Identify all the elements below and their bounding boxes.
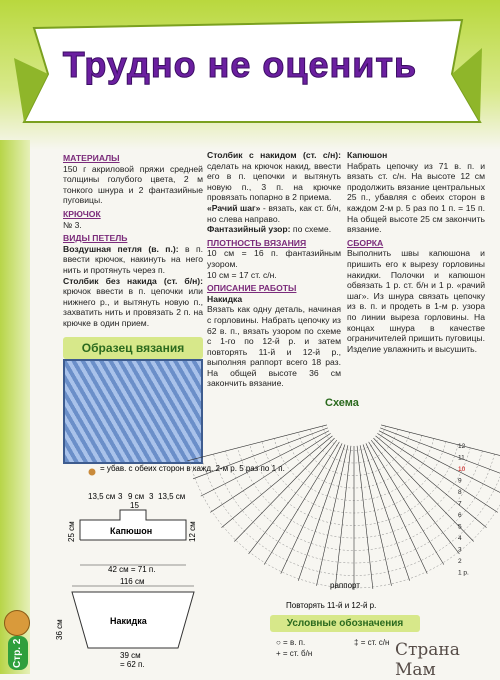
crab-term: «Рачий шаг» [207, 202, 261, 213]
sc-term: Столбик без накида (ст. б/н): [63, 275, 203, 286]
schema-row-label: 3 [458, 546, 462, 554]
hood-label: Капюшон [110, 526, 153, 536]
schema-stitch-column [377, 433, 497, 512]
work-heading: ОПИСАНИЕ РАБОТЫ [207, 283, 297, 294]
schema-stitch-column [281, 443, 342, 573]
dim-9: 9 см [128, 492, 145, 501]
density-heading: ПЛОТНОСТЬ ВЯЗАНИЯ [207, 237, 307, 248]
loops-heading: ВИДЫ ПЕТЕЛЬ [63, 233, 128, 244]
schema-row-arc [201, 454, 500, 575]
cape-label: Накидка [110, 616, 147, 626]
column-1 [63, 150, 203, 329]
dim-13-5-left: 13,5 см [88, 492, 116, 501]
legend-dc [354, 637, 389, 648]
left-band [0, 140, 30, 674]
page-number: Стр. 2 [8, 636, 28, 670]
schema-row-label: 10 [458, 466, 466, 473]
schema-stitch-column [366, 443, 427, 573]
schema-title: Схема [325, 397, 359, 409]
schema-stitch-column [379, 431, 500, 496]
schema-row-label: 4 [458, 535, 462, 542]
pattern-drawing [50, 462, 285, 670]
cape-text: Вязать как одну деталь, начиная с горловины. Набрать цепочку из 62 в. п., вязать узором по схеме с 1-го по 12-й р. и затем повторять 11-й и 12-й р., выполняя раппорт всего 18 раз. На общей высоте 36 см закончить вязание. [207, 304, 341, 389]
dim-25: 25 см [67, 521, 76, 542]
schema-row-arc [189, 460, 500, 588]
fancy-term: Фантазийный узор: [207, 224, 291, 235]
row-labels [458, 443, 469, 577]
schema-stitch-column [380, 428, 500, 479]
schema-stitch-column [363, 444, 410, 580]
schema-stitch-column [249, 440, 337, 554]
dim-39: 39 см [120, 651, 141, 660]
schema-row-label: 9 [458, 477, 462, 485]
dim-62: = 62 п. [120, 660, 145, 669]
dim-36: 36 см [55, 619, 64, 640]
cape-heading: Накидка [207, 293, 243, 304]
decrease-note: = убав. с обеих сторон в кажд. 2-м р. 5 раз по 1 п. [100, 464, 285, 473]
legend-dc-label: = ст. с/н [360, 638, 390, 647]
schema-row-label: 1 р. [458, 569, 469, 577]
dim-15: 15 [130, 501, 139, 510]
crab-text: - вязать, как ст. б/н, но слева направо. [207, 202, 342, 224]
mascot-icon [4, 610, 30, 636]
legend-sc: + = ст. б/н [276, 649, 313, 658]
schema-row-label: 2 [458, 558, 462, 565]
dim-3-left: 3 [118, 492, 123, 501]
schema-stitch-column [264, 442, 339, 565]
dim-116: 116 см [120, 577, 145, 586]
dc-text: сделать на крючок накид, ввести его в п. цепочки и вытянуть новую п., 3 п. на крючке провязать попарно в 2 приема. [207, 160, 341, 203]
materials-text: 150 г акриловой пряжи средней толщины голубого цвета, 2 м тонкого шнура и 2 фантазийные пуговицы. [63, 163, 203, 206]
schema-row-label: 11 [458, 454, 465, 462]
schema-stitch-column [221, 436, 332, 528]
watermark: Страна Мам [395, 640, 460, 680]
hood-text: Набрать цепочку из 71 в. п. и вязать ст. с/н. На высоте 12 см продолжить вязание центральных 25 п., убавляя с обеих сторон в каждом 2-м р. 5 раз по 1 п. = 15 п. На общей высоте 25 см закончить вязание. [347, 160, 485, 235]
column-3 [347, 150, 485, 354]
legend-air-loop: ○ = в. п. [276, 638, 306, 647]
schema-stitch-column [187, 425, 326, 461]
assembly-text: Выполнить швы капюшона и пришить его к вырезу горловины накидки. Полочки и капюшон обвязать 1 р. ст. б/н и 1 р. «рачий шаг». Из шнура связать цепочку из в. п. и продеть в 1-м р. узора по линии выреза горловины. На концах шнура в качестве ограничителей пришить пуговицы. Изделие увлажнить и высушить. [347, 248, 485, 354]
sc-text: крючок ввести в п. цепочки или нижнего р., и вытянуть новую п., захватить нить и провязать 2 п. на крючке в один прием. [63, 286, 203, 328]
density-line-2: 10 см = 17 ст. с/н. [207, 269, 277, 280]
schema-stitches [187, 425, 500, 590]
column-2 [207, 150, 341, 389]
knitting-sample-photo [63, 359, 203, 464]
schema-stitch-column [369, 442, 444, 565]
dim-12: 12 см [188, 521, 197, 542]
page-title: Трудно не оценить [62, 44, 418, 85]
hook-text: № 3. [63, 219, 82, 230]
schema-row-label: 8 [458, 489, 462, 496]
schema-stitch-column [210, 433, 330, 512]
hook-heading: КРЮЧОК [63, 208, 101, 219]
fancy-text: по схеме. [292, 224, 332, 235]
schema-stitch-column [193, 428, 328, 479]
schema-row-label: 12 [458, 443, 466, 450]
dc-symbol-icon: ‡ [354, 638, 359, 647]
repeat-note: Повторять 11-й и 12-й р. [286, 601, 377, 610]
dim-42: 42 см = 71 п. [108, 565, 156, 574]
rapport-label: раппорт [330, 581, 360, 590]
crochet-schema [226, 408, 482, 616]
schema-row-label: 7 [458, 500, 462, 508]
hood-heading: Капюшон [347, 150, 388, 160]
legend-title: Условные обозначения [270, 615, 420, 632]
decrease-icon [89, 469, 96, 476]
schema-row-label: 5 [458, 523, 462, 531]
density-line-1: 10 см = 16 п. фантазийным узором. [207, 248, 341, 269]
assembly-heading: СБОРКА [347, 237, 384, 248]
air-loop-text: в п. ввести крючок, накинуть на него нить и протянуть через п. [63, 243, 203, 275]
schema-row-label: 6 [458, 512, 462, 519]
schema-stitch-column [371, 440, 459, 554]
sample-title: Образец вязания [63, 337, 203, 359]
dim-3-right: 3 [149, 492, 154, 501]
dim-13-5-right: 13,5 см [158, 492, 186, 501]
air-loop-term: Воздушная петля (в. п.): [63, 243, 179, 254]
schema-stitch-column [298, 444, 345, 580]
materials-heading: МАТЕРИАЛЫ [63, 153, 120, 163]
dc-term: Столбик с накидом (ст. с/н): [207, 150, 341, 160]
